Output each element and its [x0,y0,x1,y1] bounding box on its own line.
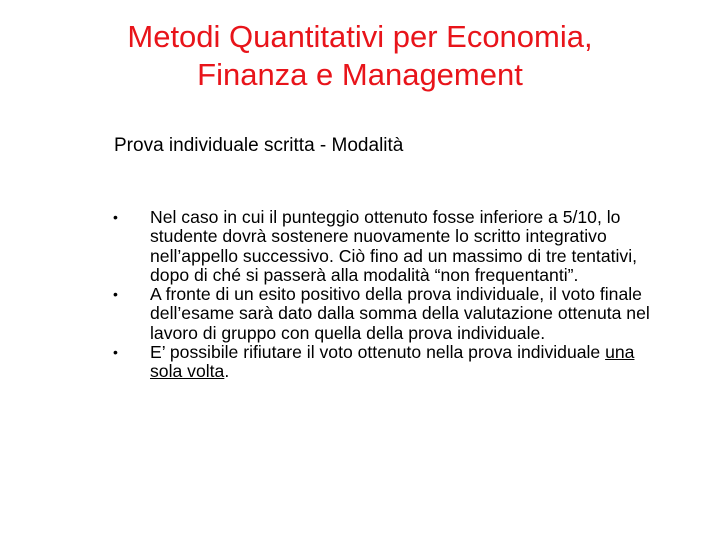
bullet-marker: • [113,209,118,225]
slide-title-line-1: Metodi Quantitativi per Economia, [127,19,593,54]
bullet-marker: • [113,286,118,303]
bullet-item-final-grade [0,285,720,343]
bullet-item-retake [0,208,720,285]
bullet-marker: • [113,344,118,361]
bullet-text [150,343,665,382]
slide-title [0,18,720,94]
bullet-text-start: E’ possibile rifiutare il voto ottenuto nella prova individuale [150,342,606,363]
bullet-item-refuse-grade [0,343,720,382]
bullet-text-end: . [224,361,230,382]
slide-title-line-2: Finanza e Management [197,57,523,92]
bullet-text-underlined: una sola volta [150,342,635,382]
bullet-list [0,208,720,382]
slide-subtitle: Prova individuale scritta - Modalità [114,135,404,156]
bullet-text: A fronte di un esito positivo della prova individuale, il voto finale dell’esame sarà dato dalla somma della valutazione ottenuta nel lavoro di gruppo con quella della prova individuale. [150,284,650,343]
bullet-text: Nel caso in cui il punteggio ottenuto fosse inferiore a 5/10, lo studente dovrà sostenere nuovamente lo scritto integrativo nell’appello successivo. Ciò fino ad un massimo di tre tentativi, dopo di ché si passerà alla modalità “non frequentanti”. [150,207,637,285]
